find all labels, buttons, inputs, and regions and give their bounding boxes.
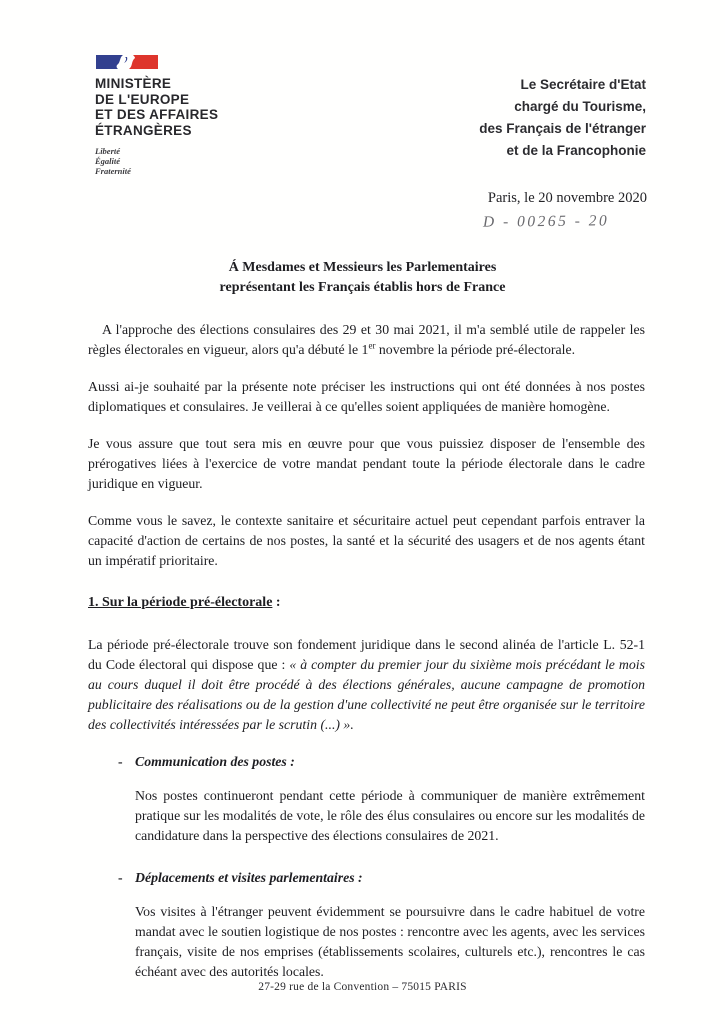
- paragraph-1: [88, 320, 645, 360]
- motto-line: Égalité: [95, 156, 121, 166]
- ministry-name-line: DE L'EUROPE: [95, 91, 190, 107]
- legal-basis-paragraph: [88, 635, 645, 735]
- sender-office-line: chargé du Tourisme,: [514, 99, 646, 114]
- bullet-1-heading-text: Communication des postes :: [135, 754, 295, 769]
- ordinal-superscript: er: [368, 340, 376, 351]
- sender-office-block: [479, 74, 646, 162]
- handwritten-reference: D - 00265 - 20: [482, 212, 610, 231]
- sender-office-line: Le Secrétaire d'Etat: [520, 77, 646, 92]
- french-flag-icon: [95, 54, 161, 70]
- republic-motto: [95, 146, 315, 176]
- section-1-heading: [88, 593, 645, 613]
- sender-office-line: des Français de l'étranger: [479, 121, 646, 136]
- motto-line: Fraternité: [95, 166, 131, 176]
- paragraph-2: Aussi ai-je souhaité par la présente note préciser les instructions qui ont été données à nos postes diplomatiques et consulaires. Je veillerai à ce qu'elles soient appliquées de manière homogène.: [88, 379, 645, 414]
- section-1-heading-text: 1. Sur la période pré-électorale: [88, 595, 273, 610]
- sender-office-line: et de la Francophonie: [506, 143, 646, 158]
- ministry-name-line: MINISTÈRE: [95, 76, 172, 91]
- paragraph-4: Comme vous le savez, le contexte sanitaire et sécuritaire actuel peut cependant parfois entraver la capacité d'action de certains de nos postes, la santé et la sécurité des usagers et de nos agents étant un impératif prioritaire.: [88, 513, 645, 568]
- section-1-heading-colon: :: [272, 595, 281, 610]
- paragraph-1-text-end: novembre la période pré-électorale.: [375, 342, 576, 357]
- paragraph-1-text: A l'approche des élections consulaires des 29 et 30 mai 2021, il m'a semblé utile de rappeler les règles électorales en vigueur, alors qu'a débuté le 1: [88, 322, 645, 357]
- addressee-block: [0, 258, 725, 298]
- letter-body: [88, 320, 645, 1004]
- bullet-2-heading: [118, 868, 645, 888]
- ministry-name: [95, 76, 315, 138]
- bullet-2-body: Vos visites à l'étranger peuvent évidemment se poursuivre dans le cadre habituel de votre mandat avec le soutien logistique de nos postes : rencontre avec les agents, avec les services français, visite de nos emprises (établissements scolaires, culturels etc.), rencontres le cas échéant avec des autorités locales.: [135, 904, 645, 979]
- bullet-1-heading: [118, 752, 645, 772]
- paragraph-3: Je vous assure que tout sera mis en œuvre pour que vous puissiez disposer de l'ensemble des prérogatives liées à l'exercice de votre mandat pendant toute la période électorale dans le cadre juridique en vigueur.: [88, 436, 645, 491]
- legal-basis-intro: La période pré-électorale trouve son fondement juridique dans le second alinéa de l'article L. 52-1 du Code électoral qui dispose que :: [88, 637, 645, 672]
- dateline: Paris, le 20 novembre 2020: [487, 190, 647, 206]
- footer-address: 27-29 rue de la Convention – 75015 PARIS: [258, 981, 467, 993]
- addressee-line-2: représentant les Français établis hors de France: [219, 280, 506, 295]
- ministry-name-line: ET DES AFFAIRES: [95, 107, 219, 122]
- addressee-line-1: Á Mesdames et Messieurs les Parlementaires: [228, 260, 497, 275]
- bullet-2-heading-text: Déplacements et visites parlementaires :: [135, 870, 363, 885]
- ministry-logo-block: [95, 54, 315, 176]
- ministry-name-line: ÉTRANGÈRES: [95, 122, 192, 138]
- bullet-dash: -: [118, 754, 123, 769]
- bullet-dash: -: [118, 870, 123, 885]
- bullet-1-body: Nos postes continueront pendant cette période à communiquer de manière extrêmement pratique sur les modalités de vote, le rôle des élus consulaires ou encore sur les modalités de candidature dans la perspective des élections consulaires de 2021.: [135, 788, 645, 843]
- motto-line: Liberté: [95, 146, 121, 156]
- legal-basis-quote: « à compter du premier jour du sixième mois précédant le mois au cours duquel il doit être procédé à des élections générales, aucune campagne de promotion publicitaire des réalisations ou de la gestion d'une collectivité ne peut être organisée sur le territoire des collectivités intéressées par le scrutin (...) ».: [88, 657, 645, 732]
